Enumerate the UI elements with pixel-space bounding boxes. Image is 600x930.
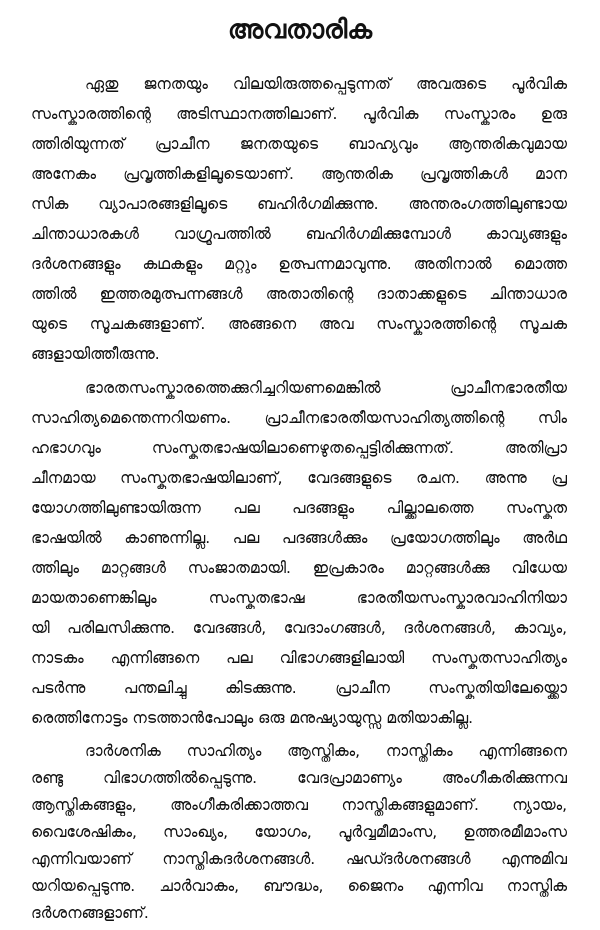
text-line: രണ്ടു വിഭാഗത്തിൽപ്പെടുന്നു. വേദപ്രാമാണ്യം അംഗീകരിക്കുന്നവ [31,769,567,787]
text-line: സിക വ്യാപാരങ്ങളിലൂടെ ബഹിർഗമിക്കുന്നു. അന്തരംഗത്തിലുണ്ടായ [31,195,567,213]
text-line: എന്നിവയാണ് നാസ്തികദർശനങ്ങൾ. ഷഡ്ദർശനങ്ങൾ എന്നുമിവ [31,850,567,868]
text-line: പടർന്നു പന്തലിച്ചു കിടക്കുന്നു. പ്രാചീന സംസ്കൃതിയിലേയ്ക്കൊ [31,679,567,697]
text-line: ഭാഷയിൽ കാണുന്നില്ല. പല പദങ്ങൾക്കും പ്രയോഗത്തിലും അർഥ [31,529,567,547]
text-line: ങ്ങളായിത്തീരുന്നു. [31,345,160,363]
text-line: ചീനമായ സംസ്കൃതഭാഷയിലാണ്, വേദങ്ങളുടെ രചന. അന്നു പ്ര [31,469,567,487]
text-line: നാടകം എന്നിങ്ങനെ പല വിഭാഗങ്ങളിലായി സംസ്കൃതസാഹിത്യം [31,649,567,667]
text-line: ആസ്തികങ്ങളും, അംഗീകരിക്കാത്തവ നാസ്തികങ്ങളുമാണ്. ന്യായം, [31,796,567,814]
text-line: ദർശനങ്ങളും കഥകളും മറ്റും ഉത്പന്നമാവുന്നു. അതിനാൽ മൊത്ത [31,255,567,273]
text-line: അനേകം പ്രവൃത്തികളിലൂടെയാണ്. ആന്തരിക പ്രവൃത്തികൾ മാന [31,165,567,183]
text-line: ഭാരതസംസ്കാരത്തെക്കുറിച്ചറിയണമെങ്കിൽ പ്രാചീനഭാരതീയ [85,379,567,397]
text-line: ദർശനങ്ങളാണ്. [31,904,149,922]
text-line: സംസ്കാരത്തിന്റെ അടിസ്ഥാനത്തിലാണ്. പൂർവിക സംസ്കാരം ഉരു [31,105,567,123]
text-line: ത്തിരിയുന്നത് പ്രാചീന ജനതയുടെ ബാഹ്യവും ആന്തരികവുമായ [31,135,567,153]
text-line: ഏതു ജനതയും വിലയിരുത്തപ്പെടുന്നത് അവരുടെ പൂർവിക [85,75,567,93]
text-line: വൈശേഷികം, സാംഖ്യം, യോഗം, പൂർവ്വമീമാംസ, ഉത്തരമീമാംസ [31,823,567,841]
text-line: ചിന്താധാരകൾ വാഗ്രൂപത്തിൽ ബഹിർഗമിക്കുമ്പോൾ കാവ്യങ്ങളും [31,225,567,243]
text-line: ത്തിലും മാറ്റങ്ങൾ സംജാതമായി. ഇപ്രകാരം മാറ്റങ്ങൾക്കു വിധേയ [31,559,567,577]
page-title: അവതാരിക [227,15,373,45]
text-line: രെത്തിനോട്ടം നടത്താൻപോലും ഒരു മനുഷ്യായുസ്സു മതിയാകില്ല. [31,709,474,727]
text-line: യി പരിലസിക്കുന്നു. വേദങ്ങൾ, വേദാംഗങ്ങൾ, ദർശനങ്ങൾ, കാവ്യം, [31,619,567,637]
text-line: മായതാണെങ്കിലും സംസ്കൃതഭാഷ ഭാരതീയസംസ്കാരവാഹിനിയാ [31,589,567,607]
text-line: യുടെ സൂചകങ്ങളാണ്. അങ്ങനെ അവ സംസ്കാരത്തിന്റെ സൂചക [31,315,567,333]
text-line: സാഹിത്യമെന്തെന്നറിയണം. പ്രാചീനഭാരതീയസാഹിത്യത്തിന്റെ സിം [31,409,567,427]
text-line: യറിയപ്പെടുന്നു. ചാർവാകം, ബൗദ്ധം, ജൈനം എന്നിവ നാസ്തിക [31,877,567,895]
text-line: ഹഭാഗവും സംസ്കൃതഭാഷയിലാണെഴുതപ്പെട്ടിരിക്കുന്നത്. അതിപ്രാ [31,439,567,457]
text-line: ത്തിൽ ഇത്തരമുത്പന്നങ്ങൾ അതാതിന്റെ ദാതാക്കളുടെ ചിന്താധാര [31,285,567,303]
text-line: യോഗത്തിലുണ്ടായിരുന്ന പല പദങ്ങളും പില്ക്കാലത്തെ സംസ്കൃത [31,499,567,517]
text-line: ദാർശനിക സാഹിത്യം ആസ്തികം, നാസ്തികം എന്നിങ്ങനെ [85,742,567,760]
